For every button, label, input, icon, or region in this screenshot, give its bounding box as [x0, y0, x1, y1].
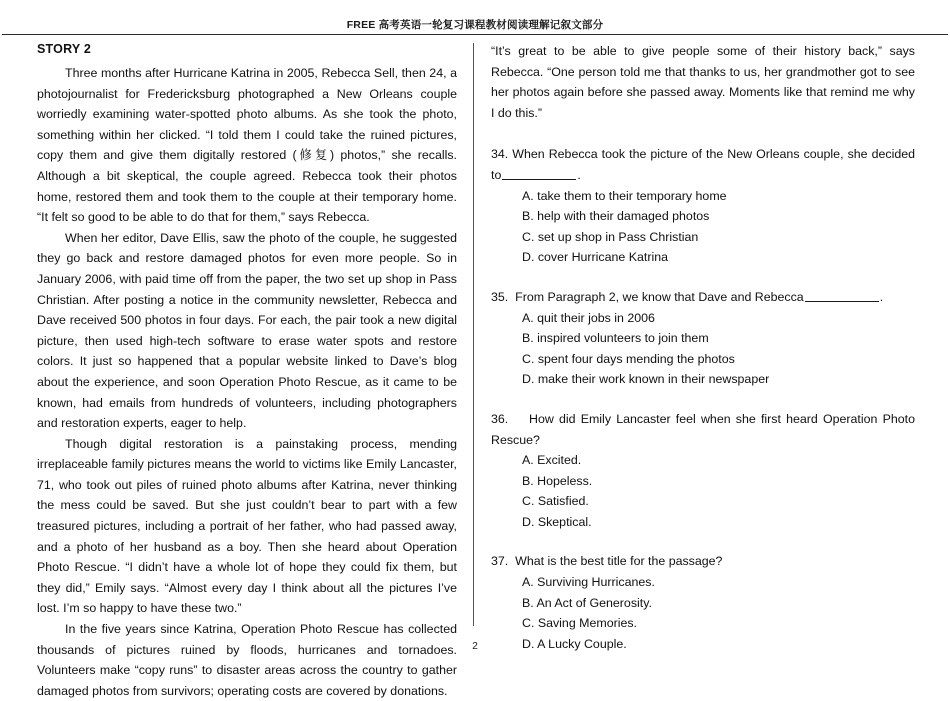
question-37-number: 37. — [491, 554, 509, 569]
question-36-text: How did Emily Lancaster feel when she first heard Operation Photo Rescue? — [491, 411, 915, 447]
spacer — [491, 532, 915, 551]
question-34 — [491, 144, 915, 268]
question-34-number: 34. — [491, 147, 509, 162]
question-34-text: When Rebecca took the picture of the New Orleans couple, she decided to — [491, 147, 915, 182]
question-34-option-c[interactable]: C. set up shop in Pass Christian — [522, 229, 699, 244]
question-36-option-d[interactable]: D. Skeptical. — [522, 514, 592, 529]
spacer — [491, 390, 915, 409]
question-34-stem-tail: . — [577, 167, 581, 182]
question-37-option-a[interactable]: A. Surviving Hurricanes. — [522, 575, 655, 590]
spacer — [491, 123, 915, 144]
passage-paragraph-3: Though digital restoration is a painstaking process, mending irreplaceable family pictures means the world to victims like Emily Lancaster, 71, who took out piles of ruined photo albums after Katrina, never thinking the mess could be saved. But she just couldn’t bear to part with a few treasured pictures, including a portrait of her father, who had passed away, and a photo of her husband as a boy. Then she heard about Operation Photo Rescue. “I didn’t have a whole lot of hope they could fix them, but they did,” Emily says. “Almost every day I think about all the pictures I’ve lost. I’m so happy to have these two.” — [37, 436, 457, 616]
passage-paragraph-5: “It’s great to be able to give people some of their history back,” says Rebecca. “One person told me that thanks to us, her grandmother got to see her photos again before she passed away. Moments like that remind me why I do this.” — [491, 44, 915, 120]
question-34-option-b[interactable]: B. help with their damaged photos — [522, 209, 710, 224]
page-number: 2 — [472, 641, 478, 652]
question-37-stem — [491, 551, 915, 572]
question-35-option-d[interactable]: D. make their work known in their newspaper — [522, 372, 770, 387]
question-37-option-c[interactable]: C. Saving Memories. — [522, 616, 637, 631]
question-36-option-c[interactable]: C. Satisfied. — [522, 494, 589, 509]
answer-blank[interactable] — [502, 168, 576, 180]
question-37 — [491, 551, 915, 654]
answer-blank[interactable] — [805, 290, 879, 302]
passage-paragraph-4: In the five years since Katrina, Operation Photo Rescue has collected thousands of pictures ruined by floods, hurricanes and tornadoes. Volunteers make “copy runs” to disaster areas across the country to gather damaged photos from survivors; operating costs are covered by donations. — [37, 622, 457, 698]
question-37-text: What is the best title for the passage? — [515, 554, 723, 569]
question-35-text: From Paragraph 2, we know that Dave and Rebecca — [515, 289, 804, 304]
question-36-stem — [491, 409, 915, 450]
passage-paragraph-1: Three months after Hurricane Katrina in 2005, Rebecca Sell, then 24, a photojournalist for Fredericksburg photographed a New Orleans couple worriedly examining water-spotted photo albums. As she took the photo, something within her clicked. “I told them I could take the ruined pictures, copy them and give them digitally restored (修复) photos,” she recalls. Although a bit skeptical, the couple agreed. Rebecca took their photos home, restored them and took them to the couple at their temporary home. “It felt so good to be able to do that for them,” says Rebecca. — [37, 66, 457, 225]
question-34-option-a[interactable]: A. take them to their temporary home — [522, 188, 727, 203]
story-heading: STORY 2 — [37, 42, 91, 56]
question-36 — [491, 409, 915, 533]
column-divider-rule — [473, 43, 474, 626]
two-column-body — [0, 41, 950, 698]
header-divider-rule — [2, 34, 948, 35]
right-column — [491, 41, 915, 654]
question-35-number: 35. — [491, 289, 509, 304]
question-35-option-a[interactable]: A. quit their jobs in 2006 — [522, 310, 655, 325]
page-footer — [0, 641, 950, 653]
left-column — [37, 41, 457, 701]
passage-paragraph-2: When her editor, Dave Ellis, saw the photo of the couple, he suggested they go back and restore damaged photos for even more people. So in January 2006, with paid time off from the paper, the two set up shop in Pass Christian. After posting a notice in the community newsletter, Rebecca and Dave received 500 photos in four days. For each, the pair took a new digital picture, then used high-tech software to erase water spots and restore colors. It just so happened that a popular website linked to Dave’s blog about the experience, and soon Operation Photo Rescue, as it came to be known, had emails from hundreds of volunteers, including photographers and restoration experts, eager to help. — [37, 230, 457, 431]
question-35 — [491, 287, 915, 390]
question-37-option-d[interactable]: D. A Lucky Couple. — [522, 636, 627, 651]
question-35-option-b[interactable]: B. inspired volunteers to join them — [522, 331, 709, 346]
question-36-option-b[interactable]: B. Hopeless. — [522, 473, 593, 488]
page-header — [0, 19, 950, 32]
header-title: FREE 高考英语一轮复习课程教材阅读理解记叙文部分 — [346, 19, 604, 31]
question-35-option-c[interactable]: C. spent four days mending the photos — [522, 351, 735, 366]
question-34-option-d[interactable]: D. cover Hurricane Katrina — [522, 250, 668, 265]
question-34-stem — [491, 144, 915, 185]
question-37-option-b[interactable]: B. An Act of Generosity. — [522, 595, 652, 610]
question-35-stem — [491, 287, 915, 308]
spacer — [491, 268, 915, 287]
question-36-option-a[interactable]: A. Excited. — [522, 453, 582, 468]
question-35-stem-tail: . — [879, 289, 884, 304]
question-36-number: 36. — [491, 411, 509, 426]
